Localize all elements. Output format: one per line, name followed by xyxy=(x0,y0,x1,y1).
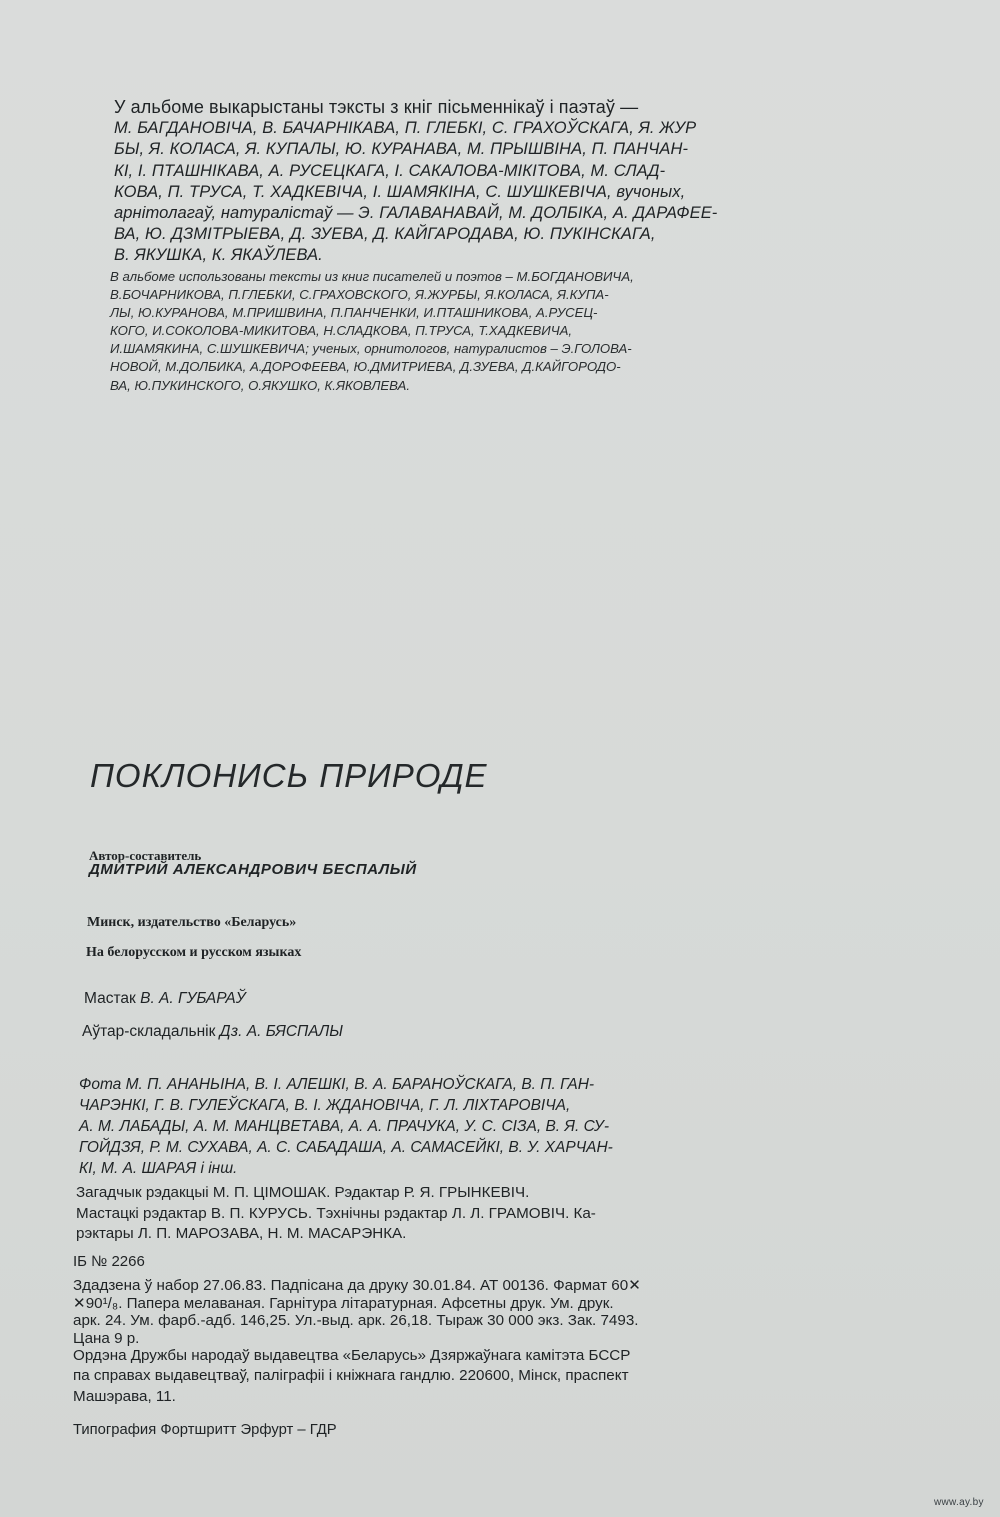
print-details-line: Здадзена ў набор 27.06.83. Падпісана да друку 30.01.84. АТ 00136. Фармат 60✕ xyxy=(73,1277,641,1294)
photo-credits-line: КІ, М. А. ШАРАЯ і інш. xyxy=(79,1160,238,1177)
photo-credits-line: А. М. ЛАБАДЫ, А. М. МАНЦВЕТАВА, А. А. ПРАЧУКА, У. С. СІЗА, В. Я. СУ- xyxy=(79,1118,609,1135)
intro-belarusian-line: У альбоме выкарыстаны тэксты з кніг пісьменнікаў і паэтаў — xyxy=(114,97,639,117)
print-details xyxy=(73,1277,641,1347)
publisher-address xyxy=(73,1346,630,1407)
publisher-address-line: па справах выдавецтваў, паліграфіі і кніжнага гандлю. 220600, Мінск, праспект xyxy=(73,1367,629,1385)
intro-russian-line: НОВОЙ, М.ДОЛБИКА, А.ДОРОФЕЕВА, Ю.ДМИТРИЕВА, Д.ЗУЕВА, Д.КАЙГОРОДО- xyxy=(110,359,621,375)
intro-russian-line: В альбоме использованы тексты из книг писателей и поэтов – М.БОГДАНОВИЧА, xyxy=(110,269,634,284)
intro-belarusian-line: КОВА, П. ТРУСА, Т. ХАДКЕВІЧА, І. ШАМЯКІНА, С. ШУШКЕВІЧА, вучоных, xyxy=(114,182,686,201)
artist-credit xyxy=(84,990,246,1008)
compiler-credit xyxy=(82,1023,343,1041)
publisher-address-line: Ордэна Дружбы народаў выдавецтва «Беларусь» Дзяржаўнага камітэта БССР xyxy=(73,1347,631,1364)
photo-credits-line: ЧАРЭНКІ, Г. В. ГУЛЕЎСКАГА, В. І. ЖДАНОВІЧА, Г. Л. ЛІХТАРОВІЧА, xyxy=(79,1097,571,1114)
book-title: ПОКЛОНИСЬ ПРИРОДЕ xyxy=(90,757,488,794)
print-details-line: ✕90¹/₈. Папера мелаваная. Гарнітура літаратурная. Афсетны друк. Ум. друк. xyxy=(73,1294,614,1312)
intro-belarusian-line: М. БАГДАНОВІЧА, В. БАЧАРНІКАВА, П. ГЛЕБКІ, С. ГРАХОЎСКАГА, Я. ЖУР xyxy=(114,119,697,138)
print-details-line: арк. 24. Ум. фарб.-адб. 146,25. Ул.-выд. арк. 26,18. Тыраж 30 000 экз. Зак. 7493. xyxy=(73,1312,639,1330)
intro-russian-line: И.ШАМЯКИНА, С.ШУШКЕВИЧА; ученых, орнитологов, натуралистов – Э.ГОЛОВА- xyxy=(110,341,632,357)
photo-credits-line: ГОЙДЗЯ, Р. М. СУХАВА, А. С. САБАДАША, А. САМАСЕЙКІ, В. У. ХАРЧАН- xyxy=(79,1139,613,1156)
intro-russian-line: ВА, Ю.ПУКИНСКОГО, О.ЯКУШКО, К.ЯКОВЛЕВА. xyxy=(110,377,410,393)
intro-belarusian-line: КІ, І. ПТАШНІКАВА, А. РУСЕЦКАГА, І. САКАЛОВА-МІКІТОВА, М. СЛАД- xyxy=(114,161,666,180)
editorial-staff xyxy=(76,1183,596,1245)
print-details-line: Цана 9 р. xyxy=(73,1329,140,1347)
compiler-name: Дз. А. БЯСПАЛЫ xyxy=(219,1023,343,1040)
intro-belarusian-line: В. ЯКУШКА, К. ЯКАЎЛЕВА. xyxy=(114,246,323,265)
publisher-line: Минск, издательство «Беларусь» xyxy=(87,915,297,930)
intro-belarusian-line: ВА, Ю. ДЗМІТРЫЕВА, Д. ЗУЕВА, Д. КАЙГАРОДАВА, Ю. ПУКІНСКАГА, xyxy=(114,225,656,244)
artist-label: Мастак xyxy=(84,990,136,1007)
intro-russian-line: В.БОЧАРНИКОВА, П.ГЛЕБКИ, С.ГРАХОВСКОГО, Я.ЖУРБЫ, Я.КОЛАСА, Я.КУПА- xyxy=(110,287,609,303)
artist-name: В. А. ГУБАРАЎ xyxy=(140,990,246,1007)
languages-line: На белорусском и русском языках xyxy=(86,945,302,960)
photo-credits-line: Фота М. П. АНАНЬІНА, В. І. АЛЕШКІ, В. А. БАРАНОЎСКАГА, В. П. ГАН- xyxy=(79,1076,595,1093)
compiler-label: Аўтар-складальнік xyxy=(82,1023,216,1040)
editorial-staff-line: рэктары Л. П. МАРОЗАВА, Н. М. МАСАРЭНКА. xyxy=(76,1225,407,1243)
intro-russian-line: КОГО, И.СОКОЛОВА-МИКИТОВА, Н.СЛАДКОВА, П.ТРУСА, Т.ХАДКЕВИЧА, xyxy=(110,323,573,339)
intro-russian-line: ЛЫ, Ю.КУРАНОВА, М.ПРИШВИНА, П.ПАНЧЕНКИ, И.ПТАШНИКОВА, А.РУСЕЦ- xyxy=(110,305,598,321)
intro-belarusian xyxy=(114,97,717,267)
intro-belarusian-line: БЫ, Я. КОЛАСА, Я. КУПАЛЫ, Ю. КУРАНАВА, М. ПРЫШВІНА, П. ПАНЧАН- xyxy=(114,140,689,159)
editorial-staff-line: Загадчык рэдакцыі М. П. ЦІМОШАК. Рэдактар Р. Я. ГРЫНКЕВІЧ. xyxy=(76,1184,530,1201)
intro-russian xyxy=(110,268,634,395)
author-name: ДМИТРИЙ АЛЕКСАНДРОВИЧ БЕСПАЛЫЙ xyxy=(89,861,417,878)
photo-credits xyxy=(79,1074,613,1179)
printer-line: Типография Фортшритт Эрфурт – ГДР xyxy=(73,1422,337,1438)
isbn-number: ІБ № 2266 xyxy=(73,1253,145,1270)
site-watermark: www.ay.by xyxy=(934,1497,984,1508)
editorial-staff-line: Мастацкі рэдактар В. П. КУРУСЬ. Тэхнічны рэдактар Л. Л. ГРАМОВІЧ. Ка- xyxy=(76,1204,596,1222)
intro-belarusian-line: арнітолагаў, натуралістаў — Э. ГАЛАВАНАВАЙ, М. ДОЛБІКА, А. ДАРАФЕЕ- xyxy=(114,204,718,223)
author-caption: Автор-составитель xyxy=(89,848,202,863)
publisher-address-line: Машэрава, 11. xyxy=(73,1387,176,1405)
